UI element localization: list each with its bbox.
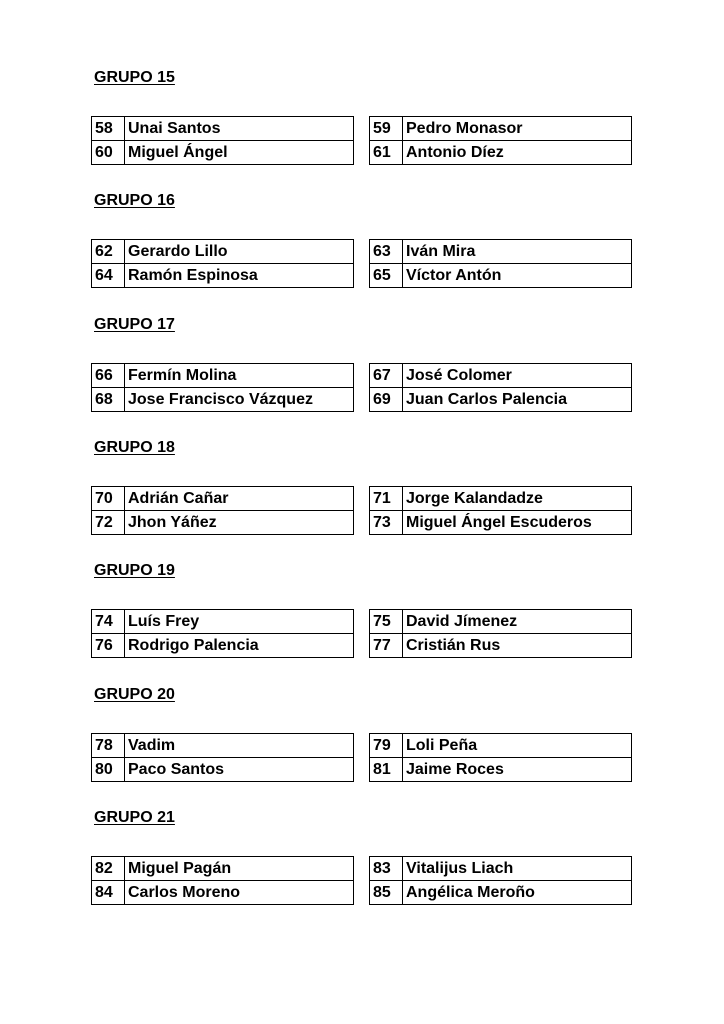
table-row [370,856,632,880]
group-table-right [369,609,632,658]
participant-number: 81 [370,757,403,781]
group-table-left [91,363,354,412]
table-row [92,757,354,781]
participant-name: Iván Mira [403,240,632,264]
group-table-right [369,116,632,165]
participant-number: 58 [92,117,125,141]
table-row [370,117,632,141]
table-row [92,880,354,904]
table-row [92,240,354,264]
group-table-right [369,239,632,288]
participant-number: 83 [370,856,403,880]
participant-name: Vadim [125,733,354,757]
participant-name: Rodrigo Palencia [125,634,354,658]
participant-number: 62 [92,240,125,264]
participant-number: 60 [92,141,125,165]
participant-name: Unai Santos [125,117,354,141]
participant-name: Miguel Ángel Escuderos [403,510,632,534]
participant-name: Jose Francisco Vázquez [125,387,354,411]
group-title: GRUPO 20 [94,685,175,703]
participant-name: Paco Santos [125,757,354,781]
participant-name: David Jímenez [403,610,632,634]
table-row [92,363,354,387]
participant-number: 79 [370,733,403,757]
participant-name: Adrián Cañar [125,486,354,510]
table-row [370,634,632,658]
table-row [370,610,632,634]
participant-number: 80 [92,757,125,781]
participant-number: 70 [92,486,125,510]
participant-number: 78 [92,733,125,757]
group-table-left [91,116,354,165]
participant-number: 65 [370,264,403,288]
table-row [92,117,354,141]
group-title: GRUPO 16 [94,192,175,210]
table-row [370,387,632,411]
table-row [370,264,632,288]
group-table-right [369,733,632,782]
participant-name: Antonio Díez [403,141,632,165]
participant-name: Víctor Antón [403,264,632,288]
participant-number: 68 [92,387,125,411]
group-table-right [369,856,632,905]
participant-name: Carlos Moreno [125,880,354,904]
participant-number: 85 [370,880,403,904]
table-row [92,387,354,411]
participant-name: Miguel Ángel [125,141,354,165]
participant-number: 69 [370,387,403,411]
group-table-left [91,239,354,288]
table-row [92,486,354,510]
participant-name: Jaime Roces [403,757,632,781]
participant-name: Juan Carlos Palencia [403,387,632,411]
participant-name: Luís Frey [125,610,354,634]
participant-name: Vitalijus Liach [403,856,632,880]
participant-number: 74 [92,610,125,634]
group-table-left [91,486,354,535]
participant-number: 59 [370,117,403,141]
table-row [92,634,354,658]
participant-number: 67 [370,363,403,387]
group-title: GRUPO 18 [94,438,175,456]
table-row [92,264,354,288]
table-row [370,510,632,534]
participant-number: 63 [370,240,403,264]
participant-number: 71 [370,486,403,510]
participant-name: Miguel Pagán [125,856,354,880]
participant-number: 73 [370,510,403,534]
participant-number: 77 [370,634,403,658]
participant-name: Gerardo Lillo [125,240,354,264]
group-title: GRUPO 21 [94,808,175,826]
table-row [370,757,632,781]
table-row [370,733,632,757]
participant-number: 72 [92,510,125,534]
group-table-left [91,733,354,782]
table-row [370,240,632,264]
group-table-left [91,856,354,905]
participant-name: Cristián Rus [403,634,632,658]
participant-number: 84 [92,880,125,904]
group-table-right [369,363,632,412]
participant-name: Pedro Monasor [403,117,632,141]
table-row [92,141,354,165]
participant-name: Jhon Yáñez [125,510,354,534]
table-row [92,610,354,634]
group-table-right [369,486,632,535]
table-row [370,363,632,387]
table-row [92,733,354,757]
participant-number: 66 [92,363,125,387]
participant-name: José Colomer [403,363,632,387]
table-row [370,880,632,904]
table-row [370,141,632,165]
group-title: GRUPO 19 [94,562,175,580]
participant-name: Jorge Kalandadze [403,486,632,510]
participant-number: 76 [92,634,125,658]
group-title: GRUPO 15 [94,69,175,86]
participant-number: 82 [92,856,125,880]
participant-name: Ramón Espinosa [125,264,354,288]
participant-number: 64 [92,264,125,288]
participant-number: 75 [370,610,403,634]
table-row [92,510,354,534]
participant-number: 61 [370,141,403,165]
table-row [92,856,354,880]
group-table-left [91,609,354,658]
participant-name: Fermín Molina [125,363,354,387]
table-row [370,486,632,510]
group-title: GRUPO 17 [94,315,175,333]
participant-name: Angélica Meroño [403,880,632,904]
participant-name: Loli Peña [403,733,632,757]
